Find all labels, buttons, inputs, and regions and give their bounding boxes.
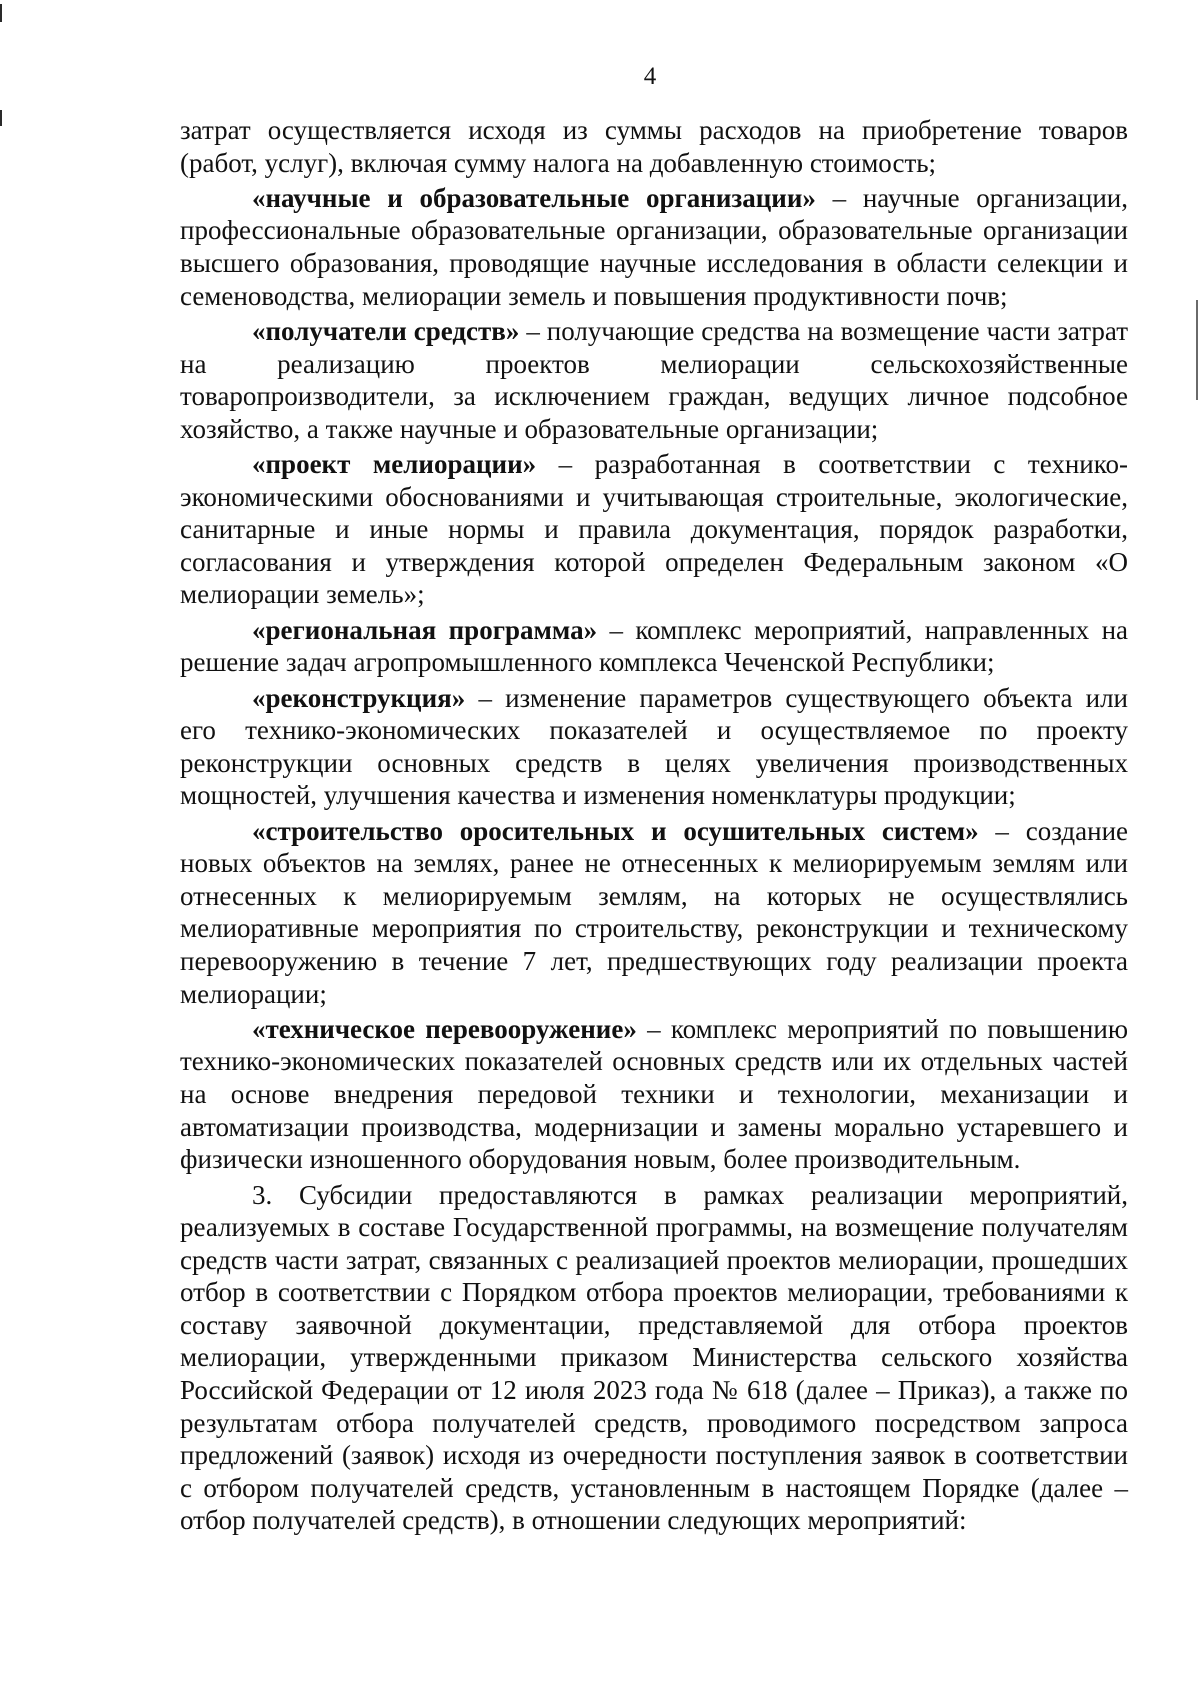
definition-term: «техническое перевооружение» bbox=[252, 1013, 637, 1044]
clause-text: 3. Субсидии предоставляются в рамках реализации мероприятий, реализуемых в составе Государственной программы, на возмещение получателям средств части затрат, связанных с реализацией проектов мелиорации, прошедших отбор в соответствии с Порядком отбора проектов мелиорации, требованиями к составу заявочной документации, представляемой для отбора проектов мелиорации, утвержденными приказом Министерства сельского хозяйства Российской Федерации от 12 июля 2023 года № 618 (далее – Приказ), а также по результатам отбора получателей средств, проводимого посредством запроса предложений (заявок) исходя из очередности поступления заявок в соответствии с отбором получателей средств, установленным в настоящем Порядке (далее – отбор получателей средств), в отношении следующих мероприятий: bbox=[180, 1179, 1128, 1536]
definition-recipients bbox=[180, 315, 1128, 445]
definition-text: – создание новых объектов на землях, ранее не отнесенных к мелиорируемым землям или отнесенных к мелиорируемым землям, на которых не осуществлялись мелиоративные мероприятия по строительству, реконструкции и техническому перевооружению в течение 7 лет, предшествующих году реализации проекта мелиорации; bbox=[180, 815, 1129, 1009]
definition-term: «региональная программа» bbox=[252, 614, 598, 645]
definition-term: «проект мелиорации» bbox=[252, 449, 537, 479]
definition-term: «реконструкция» bbox=[252, 682, 466, 713]
clause-3 bbox=[180, 1179, 1128, 1538]
definition-text: – комплекс мероприятий, направленных на решение задач агропромышленного комплекса Чеченской Республики; bbox=[180, 614, 1128, 678]
scan-edge-mark-right bbox=[1196, 300, 1198, 400]
definition-regional-program bbox=[180, 614, 1128, 679]
definition-irrigation-construction bbox=[180, 815, 1128, 1011]
definition-melioration-project bbox=[180, 448, 1128, 611]
definition-text: – изменение параметров существующего объекта или его технико-экономических показателей и осуществляемое по проекту реконструкции основных средств в целях увеличения производственных мощностей, улучшения качества и изменения номенклатуры продукции; bbox=[180, 682, 1128, 811]
page-number: 4 bbox=[643, 63, 657, 90]
scan-edge-mark-top bbox=[0, 4, 2, 22]
definition-term: «научные и образовательные организации» bbox=[252, 182, 816, 213]
scan-edge-mark-left bbox=[0, 110, 2, 126]
definition-term: «строительство оросительных и осушительных систем» bbox=[252, 815, 979, 846]
definition-reconstruction bbox=[180, 682, 1128, 812]
definition-text: – комплекс мероприятий по повышению технико-экономических показателей основных средств или их отдельных частей на основе внедрения передовой техники и технологии, механизации и автоматизации производства, модернизации и замены морально устаревшего и физически изношенного оборудования новым, более производительным. bbox=[180, 1013, 1129, 1175]
document-body bbox=[180, 114, 1128, 1540]
definition-technical-reequipment bbox=[180, 1013, 1128, 1176]
paragraph-text: затрат осуществляется исходя из суммы расходов на приобретение товаров (работ, услуг), включая сумму налога на добавленную стоимость; bbox=[180, 115, 1128, 178]
definition-term: «получатели средств» bbox=[252, 315, 520, 346]
definition-text: – разработанная в соответствии с технико-экономическими обоснованиями и учитывающая строительные, экологические, санитарные и иные нормы и правила документация, порядок разработки, согласования и утверждения которой определен Федеральным законом «О мелиорации земель»; bbox=[180, 449, 1128, 610]
definition-scientific-organizations bbox=[180, 182, 1128, 312]
definition-text: – получающие средства на возмещение части затрат на реализацию проектов мелиорации сельскохозяйственные товаропроизводители, за исключением граждан, ведущих личное подсобное хозяйство, а также научные и образовательные организации; bbox=[180, 315, 1128, 444]
definition-text: – научные организации, профессиональные образовательные организации, образовательные организации высшего образования, проводящие научные исследования в области селекции и семеноводства, мелиорации земель и повышения продуктивности почв; bbox=[180, 182, 1129, 311]
paragraph-continuation bbox=[180, 114, 1128, 179]
